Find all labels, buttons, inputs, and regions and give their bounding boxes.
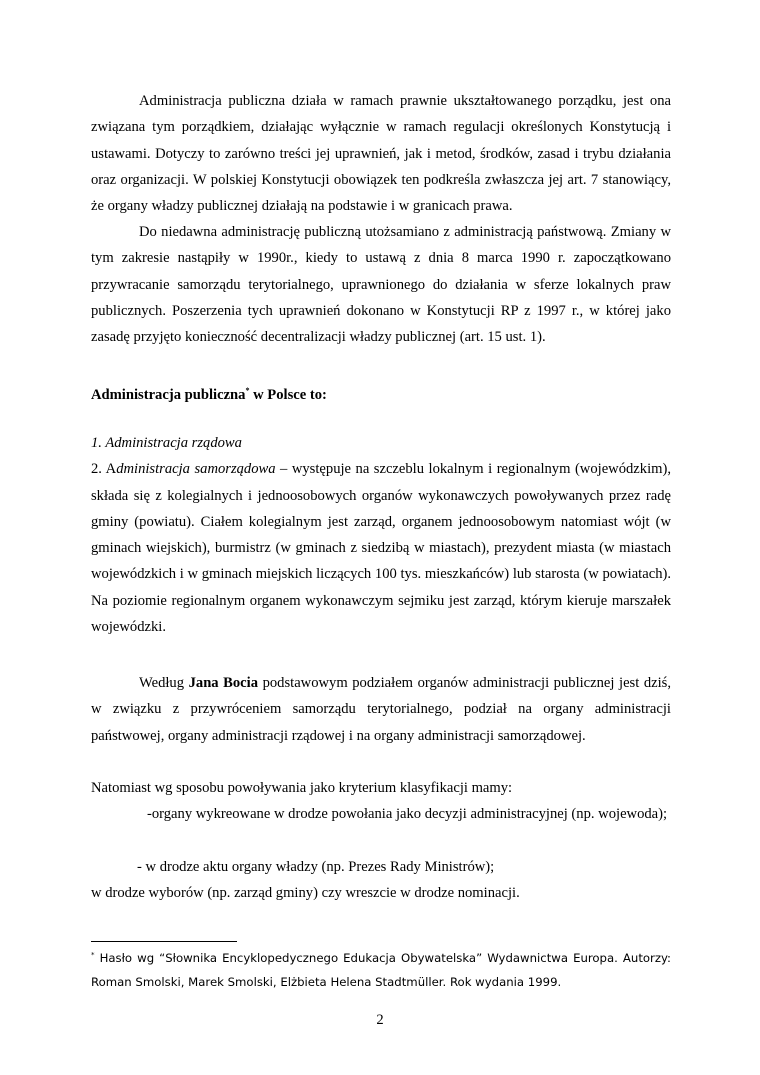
list-item-2-title: dministracja samorządowa — [116, 461, 276, 478]
footnote-mark: * — [91, 951, 95, 959]
paragraph-3-start: Według — [139, 675, 189, 691]
paragraph-3 — [91, 670, 671, 749]
footnote-divider — [91, 941, 237, 942]
list-item-1: 1. Administracja rządowa — [91, 435, 242, 451]
author-name: Jana Bocia — [188, 675, 259, 691]
heading-text-end: w Polsce to: — [249, 387, 327, 403]
heading-footnote-mark: * — [245, 386, 250, 395]
footnote-text: Hasło wg “Słownika Encyklopedycznego Edukacja Obywatelska” Wydawnictwa Europa. Autorzy: Roman Smolski, Marek Smolski, Elżbieta Helena Stadtmüller. Rok wydania 1999. — [91, 951, 671, 989]
classification-intro: Natomiast wg sposobu powoływania jako kryterium klasyfikacji mamy: — [91, 780, 513, 796]
paragraph-3-rest: podstawowym podziałem organów administracji publicznej jest dziś, w związku z przywróceniem samorządu terytorialnego, podział na organy administracji państwowej, organy administracji rządowej i na organy administracji samorządowej. — [91, 675, 671, 744]
classification-item-3: w drodze wyborów (np. zarząd gminy) czy wreszcie w drodze nominacji. — [91, 885, 520, 901]
footnote — [91, 944, 671, 994]
section-heading — [91, 378, 327, 408]
list-item-2-number: 2. A — [91, 461, 117, 478]
classification-item-1: -organy wykreowane w drodze powołania jako decyzji administracyjnej (np. wojewoda); — [147, 806, 668, 822]
classification-item-2: - w drodze aktu organy władzy (np. Prezes Rady Ministrów); — [137, 859, 495, 875]
page-number: 2 — [376, 1012, 384, 1028]
paragraph-1: Administracja publiczna działa w ramach prawnie ukształtowanego porządku, jest ona związana tym porządkiem, działając wyłącznie w ramach regulacji określonych Konstytucją i ustawami. Dotyczy to zarówno treści jej uprawnień, jak i metod, środków, zasad i trybu działania oraz organizacji. W polskiej Konstytucji obowiązek ten podkreśla zwłaszcza jej art. 7 stanowiący, że organy władzy publicznej działają na podstawie i w granicach prawa. — [91, 93, 671, 215]
heading-text: Administracja publiczna — [91, 387, 246, 403]
administration-list — [91, 430, 671, 640]
list-item-2-text: – występuje na szczeblu lokalnym i regionalnym (wojewódzkim), składa się z kolegialnych i jednoosobowych organów wykonawczych powoływanych przez radę gminy (powiatu). Ciałem kolegialnym jest zarząd, organem jednoosobowym natomiast wójt (w gminach wiejskich), burmistrz (w gminach z siedzibą w miastach), prezydent miasta (w miastach wojewódzkich i w gminach miejskich liczących 100 tys. mieszkańców) lub starosta (w powiatach). Na poziomie regionalnym organem wykonawczym sejmiku jest zarząd, którym kieruje marszałek wojewódzki. — [91, 461, 671, 636]
list-item-2 — [91, 456, 671, 640]
paragraph-2: Do niedawna administrację publiczną utożsamiano z administracją państwową. Zmiany w tym zakresie nastąpiły w 1990r., kiedy to ustawą z dnia 8 marca 1990 r. zapoczątkowano przywracanie samorządu terytorialnego, uprawnionego do działania w sferze lokalnych praw publicznych. Poszerzenia tych uprawnień dokonano w Konstytucji RP z 1997 r., w której jako zasadę przyjęto konieczność decentralizacji władzy publicznej (art. 15 ust. 1). — [91, 224, 671, 346]
